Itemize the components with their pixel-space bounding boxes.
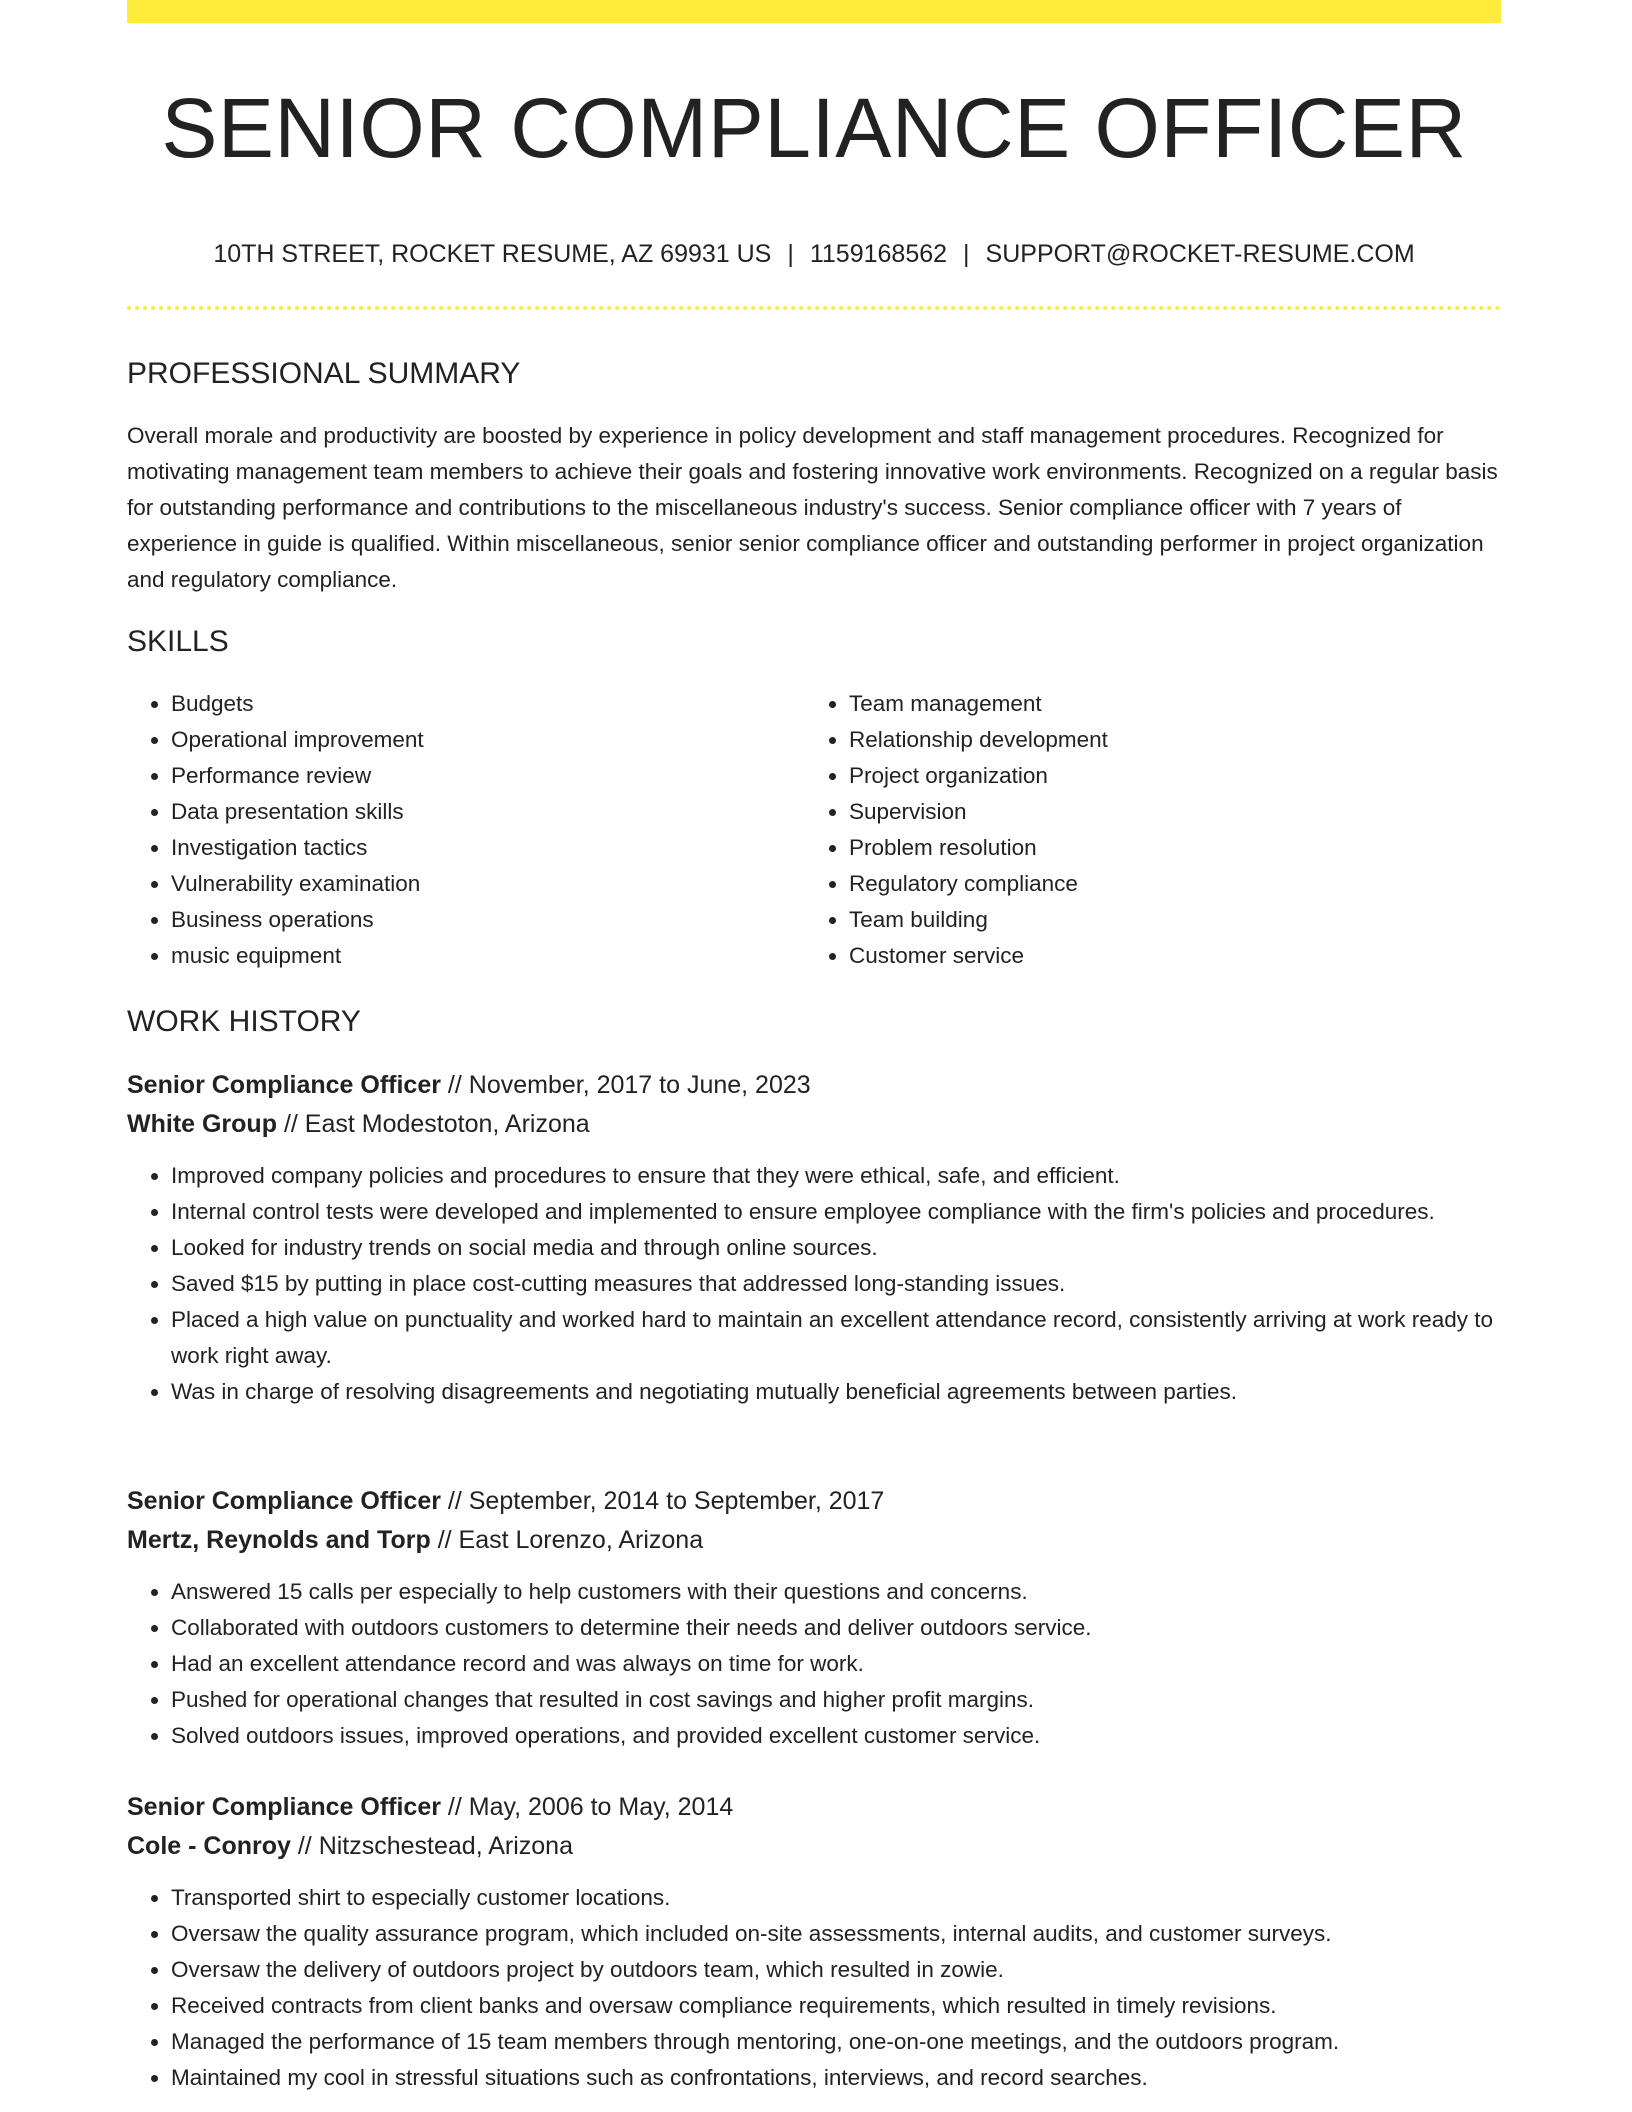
skill-item: • Customer service <box>849 938 1405 974</box>
skill-item: • Budgets <box>171 686 727 722</box>
job-bullet: • Pushed for operational changes that resulted in cost savings and higher profit margins. <box>171 1682 1501 1718</box>
skill-item: • Business operations <box>171 902 727 938</box>
skills-heading: SKILLS <box>127 625 229 658</box>
job-bullet: • Placed a high value on punctuality and worked hard to maintain an excellent attendance record, consistently arriving at work ready to work right away. <box>171 1302 1501 1374</box>
job-bullet: • Internal control tests were developed and implemented to ensure employee compliance with the firm's policies and procedures. <box>171 1194 1501 1230</box>
job-location: // East Modestoton, Arizona <box>283 1110 590 1138</box>
job-bullet: • Maintained my cool in stressful situations such as confrontations, interviews, and record searches. <box>171 2060 1501 2096</box>
skill-item: • Performance review <box>171 758 727 794</box>
job-title-line <box>127 1482 1501 1521</box>
job-dates: // May, 2006 to May, 2014 <box>447 1793 734 1821</box>
skill-item: • Operational improvement <box>171 722 727 758</box>
job-bullet: • Oversaw the quality assurance program, which included on-site assessments, internal audits, and customer surveys. <box>171 1916 1501 1952</box>
job-bullet: • Received contracts from client banks and oversaw compliance requirements, which resulted in timely revisions. <box>171 1988 1501 2024</box>
job-company-line <box>127 1521 1501 1560</box>
summary-text: Overall morale and productivity are boosted by experience in policy development and staff management procedures. Recognized for motivating management team members to achieve their goals and fostering innovative work environments. Recognized on a regular basis for outstanding performance and contributions to the miscellaneous industry's success. Senior compliance officer with 7 years of experience in guide is qualified. Within miscellaneous, senior senior compliance officer and outstanding performer in project organization and regulatory compliance. <box>127 423 1498 592</box>
job-bullet: • Collaborated with outdoors customers to determine their needs and deliver outdoors service. <box>171 1610 1501 1646</box>
job-bullet: • Saved $15 by putting in place cost-cutting measures that addressed long-standing issues. <box>171 1266 1501 1302</box>
skill-item: • Regulatory compliance <box>849 866 1405 902</box>
job-bullet: • Answered 15 calls per especially to help customers with their questions and concerns. <box>171 1574 1501 1610</box>
job-bullet-list <box>127 1574 1501 1754</box>
job-company-line <box>127 1105 1501 1144</box>
job-title-line <box>127 1788 1501 1827</box>
dotted-divider <box>127 306 1501 310</box>
skill-item: • Team management <box>849 686 1405 722</box>
job-title-line <box>127 1066 1501 1105</box>
job-dates: // November, 2017 to June, 2023 <box>447 1071 811 1099</box>
job-entry <box>127 1066 1501 1410</box>
job-bullet: • Had an excellent attendance record and was always on time for work. <box>171 1646 1501 1682</box>
job-entry <box>127 1788 1501 2096</box>
contact-line <box>127 236 1501 272</box>
summary-heading: PROFESSIONAL SUMMARY <box>127 357 521 390</box>
job-company: Mertz, Reynolds and Torp <box>127 1526 431 1554</box>
job-bullet: • Improved company policies and procedures to ensure that they were ethical, safe, and efficient. <box>171 1158 1501 1194</box>
skill-item: • Problem resolution <box>849 830 1405 866</box>
job-bullet: • Solved outdoors issues, improved operations, and provided excellent customer service. <box>171 1718 1501 1754</box>
skill-item: • Project organization <box>849 758 1405 794</box>
skill-item: • Supervision <box>849 794 1405 830</box>
job-title: Senior Compliance Officer <box>127 1793 441 1821</box>
accent-bar <box>127 0 1501 23</box>
skill-item: • music equipment <box>171 938 727 974</box>
resume-title: SENIOR COMPLIANCE OFFICER <box>161 81 1467 175</box>
skill-item: • Team building <box>849 902 1405 938</box>
skill-item: • Data presentation skills <box>171 794 727 830</box>
skill-item: • Vulnerability examination <box>171 866 727 902</box>
skills-column-right <box>805 686 1405 974</box>
contact-email[interactable]: SUPPORT@ROCKET-RESUME.COM <box>985 240 1415 268</box>
job-title: Senior Compliance Officer <box>127 1487 441 1515</box>
job-bullet-list <box>127 1880 1501 2096</box>
skill-item: • Relationship development <box>849 722 1405 758</box>
job-dates: // September, 2014 to September, 2017 <box>447 1487 885 1515</box>
job-entry <box>127 1482 1501 1754</box>
contact-separator: | <box>963 240 970 268</box>
contact-address: 10TH STREET, ROCKET RESUME, AZ 69931 US <box>213 240 772 268</box>
job-bullet-list <box>127 1158 1501 1410</box>
job-bullet: • Managed the performance of 15 team members through mentoring, one-on-one meetings, and the outdoors program. <box>171 2024 1501 2060</box>
work-heading: WORK HISTORY <box>127 1005 361 1038</box>
skill-item: • Investigation tactics <box>171 830 727 866</box>
skills-list-right <box>805 686 1405 974</box>
job-title: Senior Compliance Officer <box>127 1071 441 1099</box>
job-location: // East Lorenzo, Arizona <box>437 1526 704 1554</box>
skills-column-left <box>127 686 727 974</box>
job-bullet: • Looked for industry trends on social media and through online sources. <box>171 1230 1501 1266</box>
skills-list-left <box>127 686 727 974</box>
job-bullet: • Transported shirt to especially customer locations. <box>171 1880 1501 1916</box>
contact-separator: | <box>787 240 794 268</box>
job-bullet: • Was in charge of resolving disagreements and negotiating mutually beneficial agreements between parties. <box>171 1374 1501 1410</box>
job-company-line <box>127 1827 1501 1866</box>
job-company: Cole - Conroy <box>127 1832 291 1860</box>
contact-phone: 1159168562 <box>809 240 948 268</box>
job-company: White Group <box>127 1110 277 1138</box>
job-location: // Nitzschestead, Arizona <box>297 1832 573 1860</box>
job-bullet: • Oversaw the delivery of outdoors project by outdoors team, which resulted in zowie. <box>171 1952 1501 1988</box>
